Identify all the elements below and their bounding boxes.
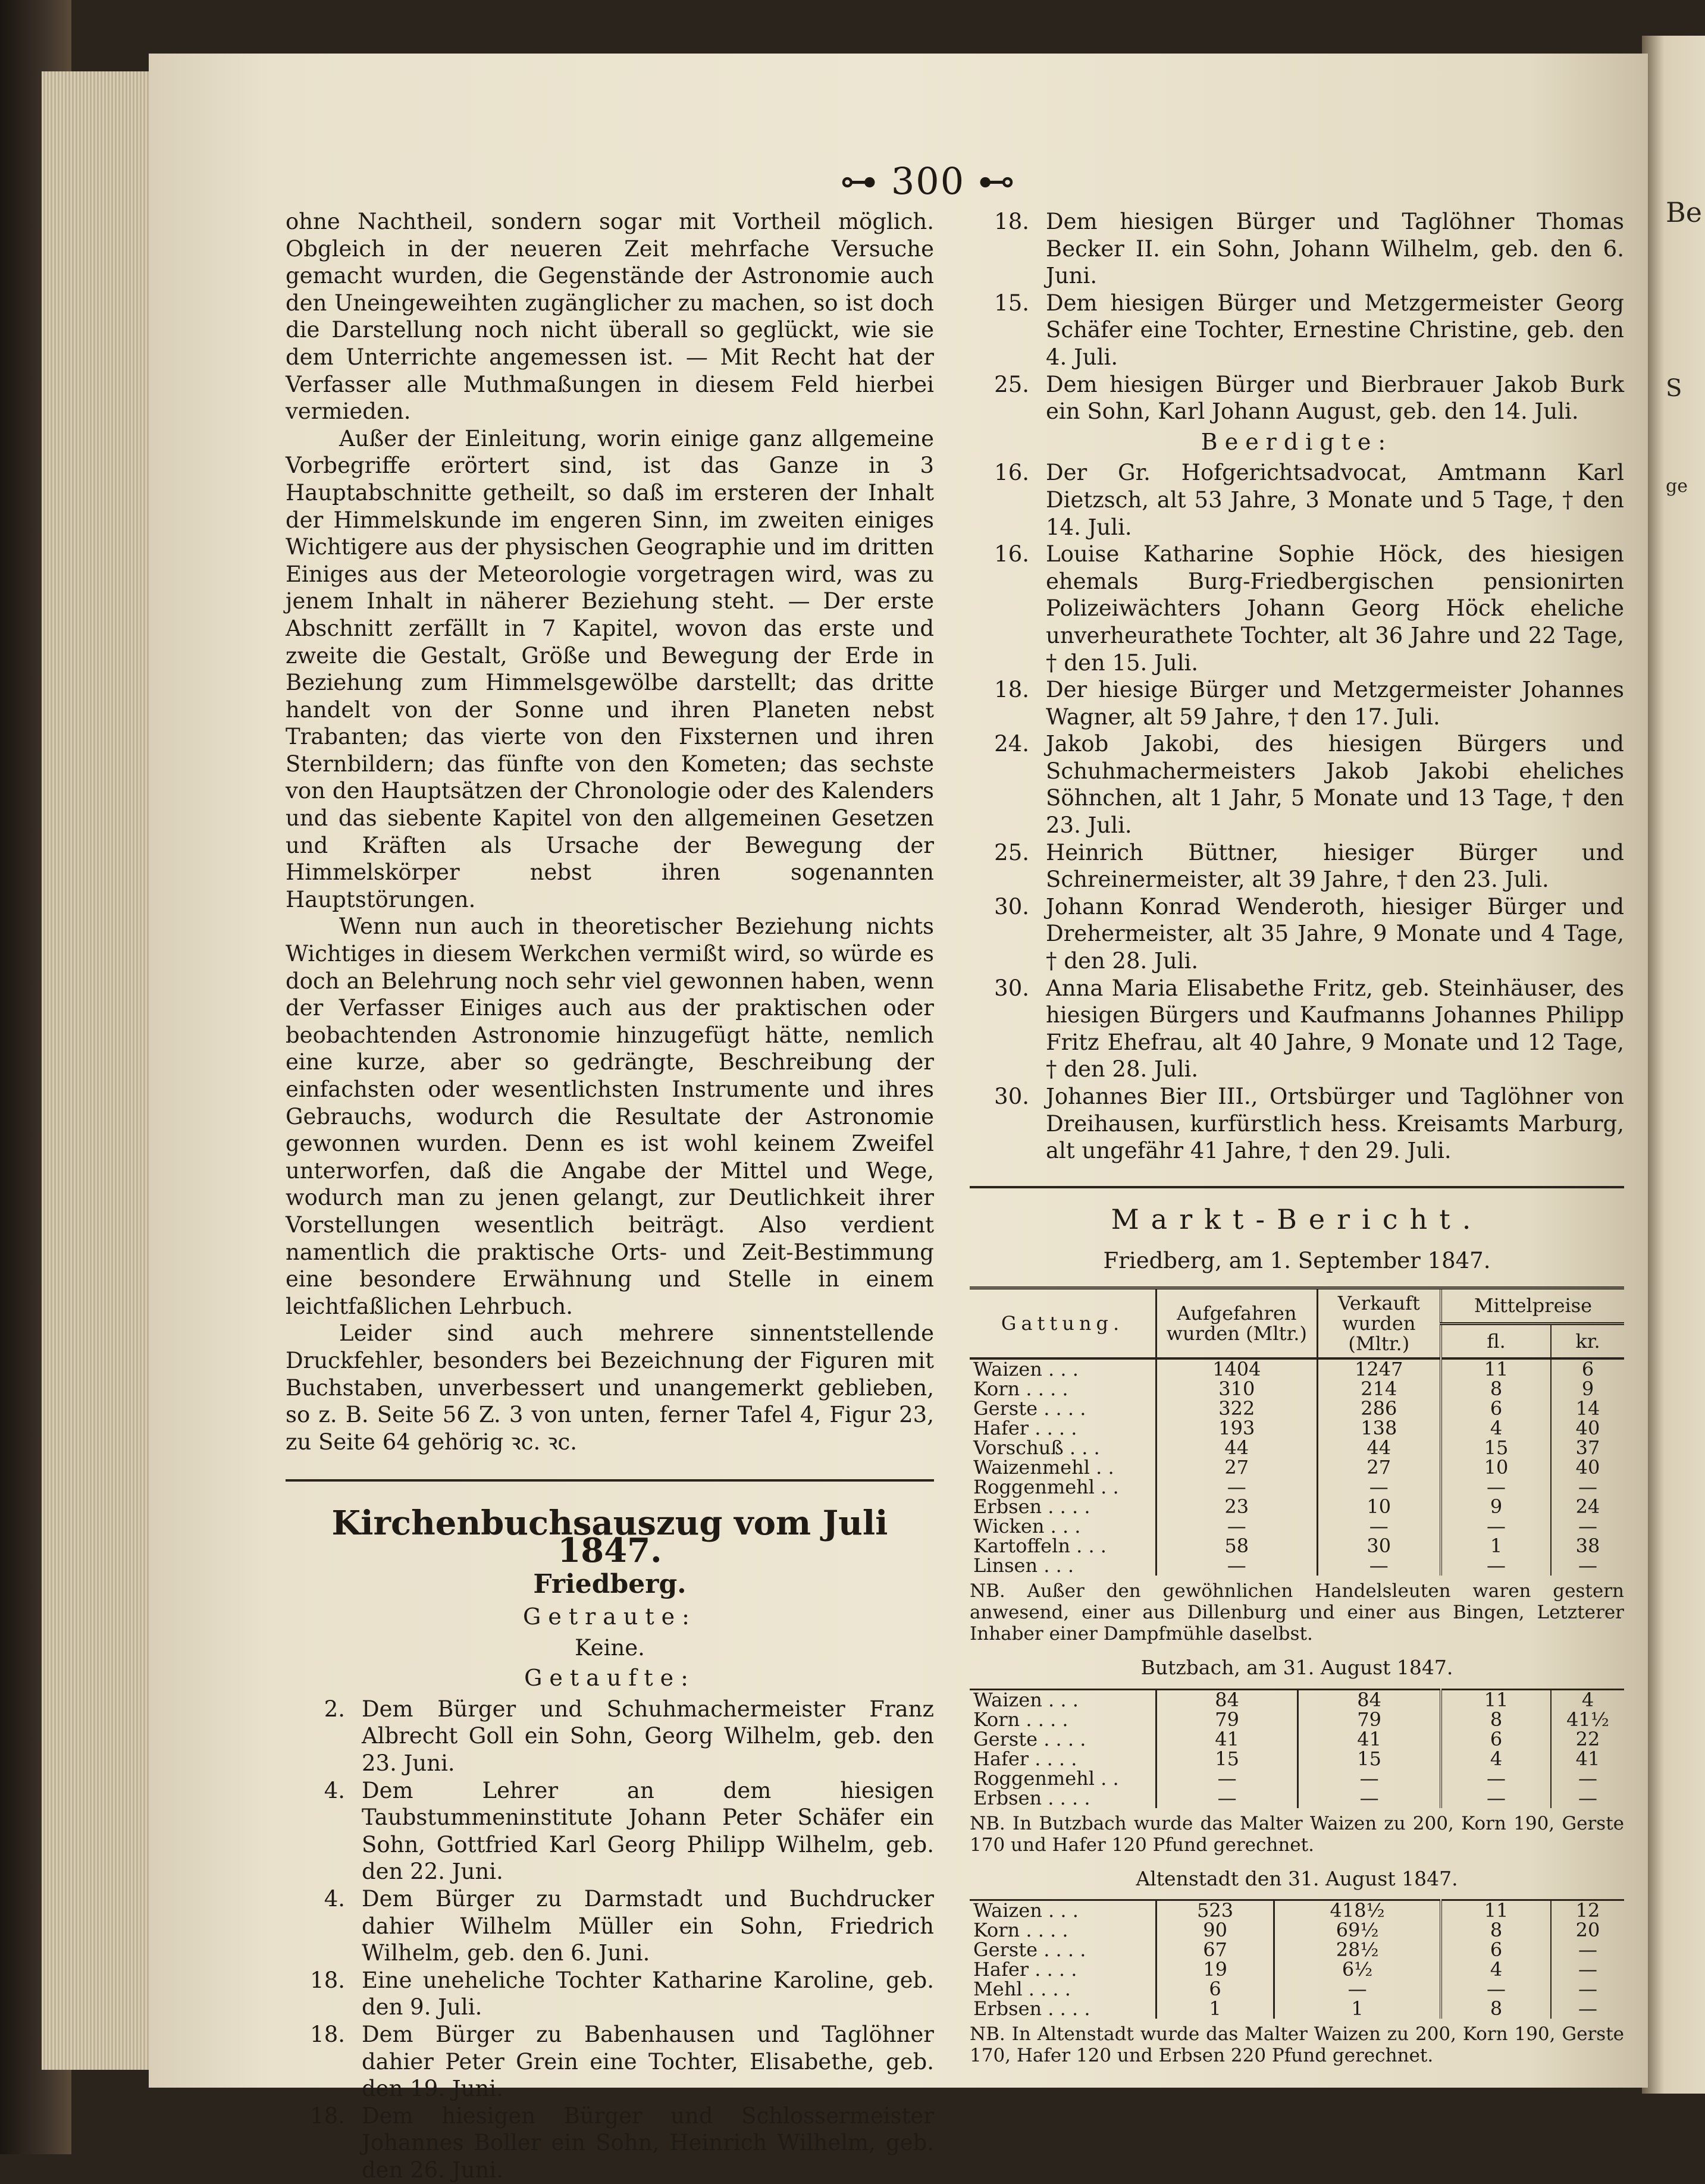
sold-cell: —: [1317, 1556, 1441, 1576]
arrived-cell: 1404: [1156, 1358, 1318, 1379]
sold-cell: 6½: [1274, 1960, 1441, 1979]
facing-page-fragment: S: [1666, 375, 1682, 402]
commodity-cell: Hafer . . . .: [973, 1416, 1077, 1439]
entry-text: Louise Katharine Sophie Höck, des hiesigen ehemals Burg-Friedbergischen pensionirten Polizeiwächters Johann Georg Höck eheliche unverheurathete Tochter, alt 36 Jahre und 22 Tage, † den 15. Juli.: [1046, 541, 1624, 676]
price-fl-cell: 4: [1441, 1960, 1551, 1979]
entry-day: 25.: [994, 839, 1029, 865]
commodity-cell: Waizen . . .: [973, 1357, 1079, 1380]
market-table-body: [970, 1358, 1624, 1576]
entry-text: Dem Bürger zu Babenhausen und Taglöhner dahier Peter Grein eine Tochter, Elisabethe, geb. den 19. Juni.: [362, 2022, 934, 2102]
commodity-cell: Mehl . . . .: [973, 1978, 1071, 2001]
paragraph: Außer der Einleitung, worin einige ganz allgemeine Vorbegriffe erörtert sind, ist das Ganze in 3 Hauptabschnitte getheilt, so daß im ersteren der Inhalt der Himmelskunde im engeren Sinn, im zweiten einiges Wichtigere aus der physischen Geographie und im dritten Einiges aus der Meteorologie vorgetragen wird, was zu jenem Inhalt in näherer Beziehung steht. — Der erste Abschnitt zerfällt in 7 Kapitel, wovon das erste und zweite die Gestalt, Größe und Bewegung der Erde in Beziehung zum Himmelsgewölbe darstellt; das dritte handelt von der Sonne und ihren Planeten nebst Trabanten; das vierte von den Fixsternen und ihren Sternbildern; das fünfte von den Kometen; das sechste von den Hauptsätzen der Chronologie oder des Kalenders und das siebente Kapitel von den allgemeinen Gesetzen und Kräften als Ursache der Bewegung der Himmelskörper nebst ihren sogenannten Hauptstörungen.: [286, 425, 934, 912]
facing-page-fragment: Be: [1666, 196, 1703, 228]
entry-day: 4.: [324, 1886, 345, 1912]
town-heading: Friedberg.: [533, 1568, 687, 1599]
table-row: [970, 1710, 1624, 1730]
entry-text: Dem hiesigen Bürger und Taglöhner Thomas Becker II. ein Sohn, Johann Wilhelm, geb. den 6. Juni.: [1046, 209, 1624, 289]
sold-cell: —: [1274, 1979, 1441, 1999]
market-table-butzbach: [970, 1689, 1624, 1808]
arrived-cell: 23: [1156, 1497, 1318, 1517]
commodity-cell: Erbsen . . . .: [973, 1786, 1090, 1809]
price-fl-cell: 8: [1441, 1999, 1551, 2019]
sold-cell: 1: [1274, 1999, 1441, 2019]
register-entry: [970, 541, 1624, 676]
sold-cell: 10: [1317, 1497, 1441, 1517]
entry-text: Dem Lehrer an dem hiesigen Taubstummeninstitute Johann Peter Schäfer ein Sohn, Gottfried Karl Georg Philipp Wilhelm, geb. den 22. Juni.: [362, 1777, 934, 1885]
table-row: [970, 1379, 1624, 1399]
table-row: [970, 1477, 1624, 1497]
paragraph: ohne Nachtheil, sondern sogar mit Vortheil möglich. Obgleich in der neueren Zeit mehrfache Versuche gemacht wurden, die Gegenstände der Astronomie auch den Uneingeweihten zugänglicher zu machen, so ist doch die Darstellung noch nicht überall so geglückt, wie sie dem Unterrichte angemessen ist. — Mit Recht hat der Verfasser alle Muthmaßungen in diesem Feld hierbei vermieden.: [286, 209, 934, 425]
arrived-cell: —: [1156, 1517, 1318, 1536]
price-kr-cell: 6: [1551, 1358, 1624, 1379]
table-row: [970, 1497, 1624, 1517]
arrived-cell: —: [1156, 1769, 1298, 1788]
commodity-cell: Korn . . . .: [973, 1377, 1068, 1400]
table-row: [970, 1940, 1624, 1960]
entry-day: 4.: [324, 1777, 345, 1803]
commodity-cell: Roggenmehl . .: [973, 1766, 1119, 1790]
table-row: [970, 1536, 1624, 1556]
price-kr-cell: —: [1551, 1940, 1624, 1960]
sold-cell: 79: [1298, 1710, 1441, 1730]
price-fl-cell: 1: [1441, 1536, 1551, 1556]
sold-cell: 28½: [1274, 1940, 1441, 1960]
getraute-heading: Getraute:: [523, 1604, 697, 1630]
register-entry: [970, 459, 1624, 541]
price-kr-cell: 12: [1551, 1900, 1624, 1921]
entry-text: Dem hiesigen Bürger und Bierbrauer Jakob Burk ein Sohn, Karl Johann August, geb. den 14. Juli.: [1046, 371, 1624, 425]
price-fl-cell: —: [1441, 1979, 1551, 1999]
price-kr-cell: 9: [1551, 1379, 1624, 1399]
price-fl-cell: 8: [1441, 1379, 1551, 1399]
arrived-cell: —: [1156, 1556, 1318, 1576]
entry-day: 18.: [994, 677, 1029, 703]
entry-day: 18.: [994, 209, 1029, 234]
arrived-cell: 523: [1156, 1900, 1274, 1921]
price-fl-cell: 15: [1441, 1438, 1551, 1458]
price-kr-cell: 41½: [1551, 1710, 1624, 1730]
arrived-cell: 90: [1156, 1921, 1274, 1940]
price-fl-cell: 8: [1441, 1921, 1551, 1940]
price-fl-cell: —: [1441, 1769, 1551, 1788]
register-entry: [286, 2103, 934, 2184]
price-kr-cell: 41: [1551, 1749, 1624, 1769]
price-fl-cell: —: [1441, 1477, 1551, 1497]
sold-cell: 84: [1298, 1689, 1441, 1710]
price-kr-cell: —: [1551, 1979, 1624, 1999]
entry-day: 30.: [994, 893, 1029, 920]
table-row: [970, 1999, 1624, 2019]
commodity-cell: Gerste . . . .: [973, 1397, 1086, 1420]
facing-page: [1642, 36, 1705, 2094]
table-row: [970, 1556, 1624, 1576]
sold-cell: —: [1317, 1477, 1441, 1497]
price-fl-cell: 4: [1441, 1419, 1551, 1438]
commodity-cell: Roggenmehl . .: [973, 1475, 1119, 1498]
price-kr-cell: —: [1551, 1556, 1624, 1576]
price-fl-cell: —: [1441, 1556, 1551, 1576]
entry-text: Johannes Bier III., Ortsbürger und Taglöhner von Dreihausen, kurfürstlich hess. Kreisamts Marburg, alt ungefähr 41 Jahre, † den 29. Juli.: [1046, 1084, 1624, 1164]
price-kr-cell: 4: [1551, 1689, 1624, 1710]
sold-cell: —: [1298, 1769, 1441, 1788]
entry-day: 16.: [994, 541, 1029, 567]
market-note: NB. In Butzbach wurde das Malter Waizen zu 200, Korn 190, Gerste 170 und Hafer 120 Pfund gerechnet.: [970, 1812, 1624, 1856]
arrived-cell: 84: [1156, 1689, 1298, 1710]
entry-day: 18.: [310, 2022, 345, 2047]
commodity-cell: Linsen . . .: [973, 1554, 1074, 1577]
commodity-cell: Korn . . . .: [973, 1919, 1068, 1942]
entry-text: Anna Maria Elisabethe Fritz, geb. Steinhäuser, des hiesigen Bürgers und Kaufmanns Johannes Philipp Fritz Ehefrau, alt 40 Jahre, 9 Monate und 12 Tage, † den 28. Juli.: [1046, 975, 1624, 1082]
paragraph: Leider sind auch mehrere sinnentstellende Druckfehler, besonders bei Bezeichnung der Figuren mit Buchstaben, unverbessert und unangemerkt geblieben, so z. B. Seite 56 Z. 3 von unten, ferner Tafel 4, Figur 23, zu Seite 64 gehörig ꝛc. ꝛc.: [286, 1320, 934, 1455]
price-kr-cell: 22: [1551, 1730, 1624, 1749]
price-kr-cell: 24: [1551, 1497, 1624, 1517]
price-fl-cell: 6: [1441, 1399, 1551, 1419]
arrived-cell: 322: [1156, 1399, 1318, 1419]
left-column: [286, 208, 934, 2184]
paragraph: Wenn nun auch in theoretischer Beziehung nichts Wichtiges in diesem Werkchen vermißt wird, so würde es doch an Belehrung noch sehr viel gewonnen haben, wenn der Verfasser Einiges auch aus der praktischen oder beobachtenden Astronomie hinzugefügt hätte, nemlich eine kurze, aber so gedrängte, Beschreibung der einfachsten oder wesentlichsten Instrumente und ihres Gebrauchs, wodurch die Resultate der Astronomie gewonnen wurden. Denn es ist wohl keinem Zweifel unterworfen, daß die Angabe der Mittel und Wege, wodurch man zu jenen gelangt, zur Deutlichkeit ihrer Vorstellungen wesentlich beiträgt. Also verdient namentlich die praktische Orts- und Zeit-Bestimmung eine besondere Erwähnung und Stelle in einem leichtfaßlichen Lehrbuch.: [286, 914, 934, 1319]
register-entry: [970, 730, 1624, 839]
table-row: [970, 1769, 1624, 1788]
sold-cell: 27: [1317, 1458, 1441, 1477]
register-entry: [970, 1083, 1624, 1165]
price-kr-cell: —: [1551, 1477, 1624, 1497]
price-fl-cell: 8: [1441, 1710, 1551, 1730]
section-divider: [286, 1479, 934, 1482]
facing-page-fragment: ge: [1666, 476, 1688, 497]
getraute-value: Keine.: [575, 1634, 645, 1661]
arrived-cell: 44: [1156, 1438, 1318, 1458]
commodity-cell: Waizenmehl . .: [973, 1455, 1114, 1479]
price-fl-cell: 11: [1441, 1900, 1551, 1921]
register-entry: [970, 893, 1624, 975]
market-table-body: [970, 1900, 1624, 2019]
price-fl-cell: 11: [1441, 1358, 1551, 1379]
commodity-cell: Gerste . . . .: [973, 1938, 1086, 1962]
sold-cell: 286: [1317, 1399, 1441, 1419]
price-kr-cell: 14: [1551, 1399, 1624, 1419]
entry-text: Der hiesige Bürger und Metzgermeister Johannes Wagner, alt 59 Jahre, † den 17. Juli.: [1046, 677, 1624, 730]
price-kr-cell: 37: [1551, 1438, 1624, 1458]
commodity-cell: Kartoffeln . . .: [973, 1534, 1107, 1557]
price-kr-cell: 40: [1551, 1458, 1624, 1477]
sold-cell: 69½: [1274, 1921, 1441, 1940]
sold-cell: 214: [1317, 1379, 1441, 1399]
page-edges: [42, 71, 155, 2070]
commodity-cell: Hafer . . . .: [973, 1958, 1077, 1981]
sold-cell: 44: [1317, 1438, 1441, 1458]
column-header: Gattung.: [970, 1288, 1156, 1358]
entry-day: 18.: [310, 2103, 345, 2129]
price-fl-cell: 6: [1441, 1940, 1551, 1960]
entry-text: Heinrich Büttner, hiesiger Bürger und Schreinermeister, alt 39 Jahre, † den 23. Juli.: [1046, 839, 1624, 893]
column-header: kr.: [1551, 1323, 1624, 1358]
entry-day: 15.: [994, 290, 1029, 316]
sold-cell: —: [1317, 1517, 1441, 1536]
sold-cell: 418½: [1274, 1900, 1441, 1921]
arrived-cell: 58: [1156, 1536, 1318, 1556]
price-fl-cell: —: [1441, 1788, 1551, 1808]
column-header: fl.: [1441, 1323, 1551, 1358]
table-row: [970, 1689, 1624, 1710]
table-row: [970, 1419, 1624, 1438]
market-place-date: Friedberg, am 1. September 1847.: [1103, 1248, 1491, 1274]
register-entry: [970, 975, 1624, 1083]
page-number: ⊶ 300 ⊷: [840, 159, 1016, 203]
sold-cell: 138: [1317, 1419, 1441, 1438]
entry-day: 24.: [994, 731, 1029, 757]
arrived-cell: 1: [1156, 1999, 1274, 2019]
entry-day: 25.: [994, 371, 1029, 397]
getaufte-heading: Getaufte:: [524, 1665, 695, 1692]
price-kr-cell: —: [1551, 1517, 1624, 1536]
register-entry: [286, 1885, 934, 1967]
price-kr-cell: 40: [1551, 1419, 1624, 1438]
entry-text: Dem hiesigen Bürger und Metzgermeister Georg Schäfer eine Tochter, Ernestine Christine, geb. den 4. Juli.: [1046, 290, 1624, 370]
table-row: [970, 1399, 1624, 1419]
price-kr-cell: 20: [1551, 1921, 1624, 1940]
register-entry: [970, 839, 1624, 893]
arrived-cell: 27: [1156, 1458, 1318, 1477]
entry-day: 30.: [994, 975, 1029, 1001]
price-kr-cell: 38: [1551, 1536, 1624, 1556]
arrived-cell: 193: [1156, 1419, 1318, 1438]
market-note: NB. In Altenstadt wurde das Malter Waizen zu 200, Korn 190, Gerste 170, Hafer 120 und Erbsen 220 Pfund gerechnet.: [970, 2023, 1624, 2067]
commodity-cell: Hafer . . . .: [973, 1747, 1077, 1770]
arrived-cell: 67: [1156, 1940, 1274, 1960]
commodity-cell: Korn . . . .: [973, 1708, 1068, 1731]
sold-cell: 1247: [1317, 1358, 1441, 1379]
register-entry: [286, 1777, 934, 1885]
arrived-cell: 6: [1156, 1979, 1274, 1999]
register-entry: [286, 1696, 934, 1777]
entry-day: 18.: [310, 1967, 345, 1993]
register-entry: [970, 676, 1624, 730]
market-report-title: Markt-Bericht.: [1111, 1203, 1483, 1235]
column-header: Verkauft wurden (Mltr.): [1317, 1288, 1441, 1358]
arrived-cell: 15: [1156, 1749, 1298, 1769]
price-fl-cell: 4: [1441, 1749, 1551, 1769]
ornament-left-icon: ⊶: [840, 159, 879, 203]
price-kr-cell: —: [1551, 1960, 1624, 1979]
sold-cell: —: [1298, 1788, 1441, 1808]
section-title: Kirchenbuchsauszug vom Juli 1847.: [331, 1504, 888, 1570]
ornament-right-icon: ⊷: [977, 159, 1016, 203]
commodity-cell: Waizen . . .: [973, 1688, 1079, 1711]
commodity-cell: Erbsen . . . .: [973, 1997, 1090, 2020]
price-kr-cell: —: [1551, 1999, 1624, 2019]
arrived-cell: —: [1156, 1788, 1298, 1808]
table-header-row: [970, 1288, 1624, 1323]
sold-cell: 15: [1298, 1749, 1441, 1769]
entry-text: Jakob Jakobi, des hiesigen Bürgers und Schuhmachermeisters Jakob Jakobi eheliches Söhnchen, alt 1 Jahr, 5 Monate und 13 Tage, † den 23. Juli.: [1046, 731, 1624, 839]
entry-text: Johann Konrad Wenderoth, hiesiger Bürger und Drehermeister, alt 35 Jahre, 9 Monate und 4 Tage, † den 28. Juli.: [1046, 893, 1624, 974]
arrived-cell: 41: [1156, 1730, 1298, 1749]
register-entry: [970, 208, 1624, 290]
beerdigte-heading: Beerdigte:: [1201, 428, 1393, 455]
commodity-cell: Gerste . . . .: [973, 1727, 1086, 1750]
entry-day: 30.: [994, 1084, 1029, 1109]
table-row: [970, 1458, 1624, 1477]
entry-day: 2.: [324, 1696, 345, 1722]
price-kr-cell: —: [1551, 1788, 1624, 1808]
price-fl-cell: 9: [1441, 1497, 1551, 1517]
arrived-cell: 19: [1156, 1960, 1274, 1979]
market-table-friedberg: [970, 1286, 1624, 1576]
commodity-cell: Erbsen . . . .: [973, 1495, 1090, 1518]
register-entry: [286, 1967, 934, 2021]
entry-text: Eine uneheliche Tochter Katharine Karoline, geb. den 9. Juli.: [362, 1967, 934, 2020]
register-entry: [286, 2021, 934, 2103]
table-row: [970, 1900, 1624, 1921]
price-kr-cell: —: [1551, 1769, 1624, 1788]
arrived-cell: 79: [1156, 1710, 1298, 1730]
commodity-cell: Wicken . . .: [973, 1514, 1081, 1537]
column-header: Aufgefahren wurden (Mltr.): [1156, 1288, 1318, 1358]
table-row: [970, 1730, 1624, 1749]
price-fl-cell: 6: [1441, 1730, 1551, 1749]
table-row: [970, 1358, 1624, 1379]
market-note: NB. Außer den gewöhnlichen Handelsleuten waren gestern anwesend, einer aus Dillenburg und einer aus Bingen, Letzterer Inhaber einer Dampfmühle daselbst.: [970, 1580, 1624, 1645]
register-entry: [970, 371, 1624, 425]
market-place-date: Butzbach, am 31. August 1847.: [1140, 1655, 1453, 1679]
market-place-date: Altenstadt den 31. August 1847.: [1136, 1866, 1458, 1890]
entry-text: Dem Bürger und Schuhmachermeister Franz Albrecht Goll ein Sohn, Georg Wilhelm, geb. den 23. Juni.: [362, 1696, 934, 1777]
price-fl-cell: 10: [1441, 1458, 1551, 1477]
entry-text: Der Gr. Hofgerichtsadvocat, Amtmann Karl Dietzsch, alt 53 Jahre, 3 Monate und 5 Tage, † den 14. Juli.: [1046, 460, 1624, 540]
entry-text: Dem Bürger zu Darmstadt und Buchdrucker dahier Wilhelm Müller ein Sohn, Friedrich Wilhelm, geb. den 6. Juni.: [362, 1886, 934, 1966]
commodity-cell: Waizen . . .: [973, 1899, 1079, 1922]
sold-cell: 30: [1317, 1536, 1441, 1556]
market-table-body: [970, 1689, 1624, 1808]
section-divider: [970, 1186, 1624, 1188]
price-fl-cell: —: [1441, 1517, 1551, 1536]
price-fl-cell: 11: [1441, 1689, 1551, 1710]
commodity-cell: Vorschuß . . .: [973, 1436, 1100, 1459]
table-row: [970, 1921, 1624, 1940]
entry-text: Dem hiesigen Bürger und Schlossermeister Johannes Boller ein Sohn, Heinrich Wilhelm, geb. den 26. Juni.: [362, 2103, 934, 2183]
table-row: [970, 1788, 1624, 1808]
arrived-cell: —: [1156, 1477, 1318, 1497]
arrived-cell: 310: [1156, 1379, 1318, 1399]
table-row: [970, 1960, 1624, 1979]
table-row: [970, 1749, 1624, 1769]
entry-day: 16.: [994, 460, 1029, 486]
column-header: Mittelpreise: [1441, 1288, 1624, 1323]
sold-cell: 41: [1298, 1730, 1441, 1749]
right-column: [970, 208, 1624, 2076]
table-row: [970, 1979, 1624, 1999]
market-table-altenstadt: [970, 1899, 1624, 2019]
table-row: [970, 1517, 1624, 1536]
register-entry: [970, 290, 1624, 371]
table-row: [970, 1438, 1624, 1458]
